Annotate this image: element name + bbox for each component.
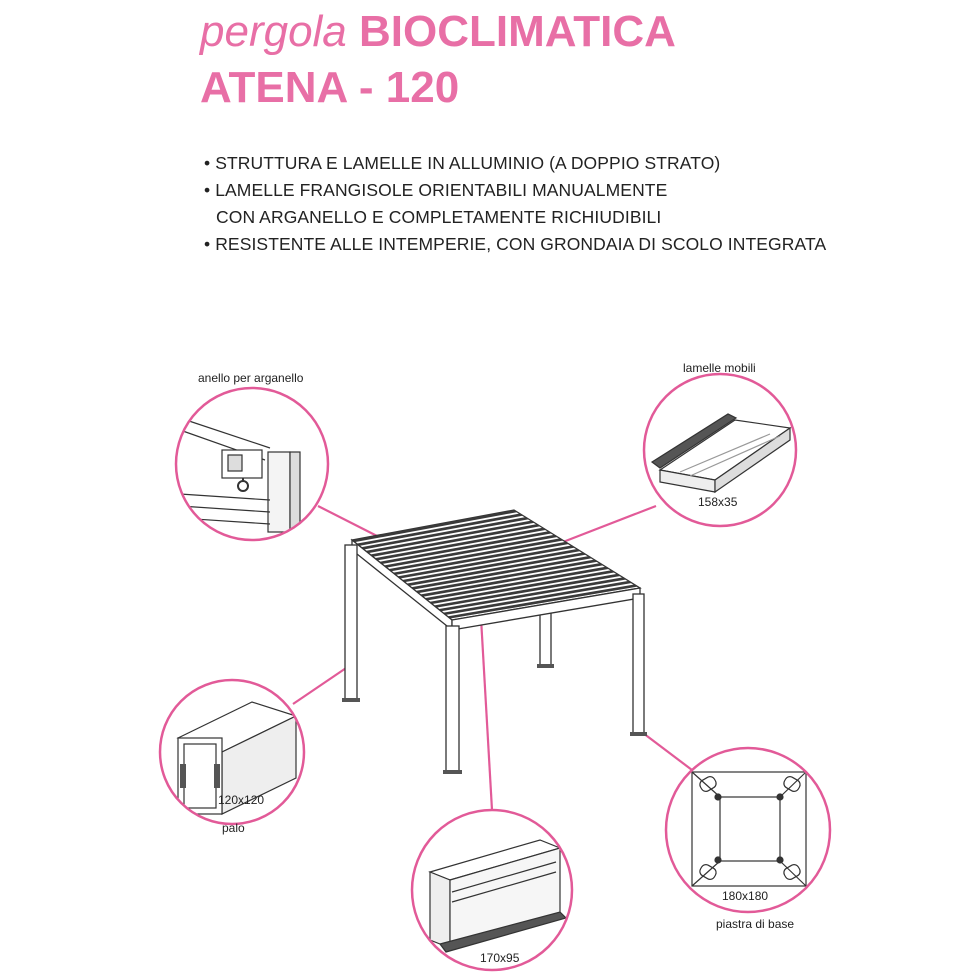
feature-item: • STRUTTURA E LAMELLE IN ALLUMINIO (A DOPPIO STRATO) (204, 153, 721, 173)
detail-beam (412, 810, 572, 970)
base-plate-label: piastra di base (716, 917, 795, 931)
connector-slats (563, 506, 656, 542)
connector-winch-ring (318, 506, 385, 540)
feature-item: • RESISTENTE ALLE INTEMPERIE, CON GRONDAIA DI SCOLO INTEGRATA (204, 234, 827, 254)
detail-post (160, 680, 304, 835)
base-plate-size: 180x180 (722, 889, 769, 903)
beam-size: 170x95 (480, 951, 520, 965)
post-front-middle (446, 626, 459, 772)
post-size: 120x120 (218, 793, 265, 807)
post-front-left (345, 545, 357, 700)
connector-base-plate (643, 733, 692, 770)
slats-size: 158x35 (698, 495, 738, 509)
title-italic: pergola (200, 7, 347, 56)
winch-ring-label: anello per arganello (198, 371, 304, 385)
detail-winch-ring (170, 371, 350, 540)
detail-slats (644, 361, 796, 526)
post-label: palo (222, 821, 245, 835)
post-right (633, 594, 644, 734)
detail-base-plate (666, 748, 830, 931)
pergola-drawing (342, 510, 647, 774)
feature-item: • LAMELLE FRANGISOLE ORIENTABILI MANUALMENTE (204, 180, 668, 200)
page-subtitle: ATENA - 120 (200, 63, 460, 112)
slats-label: lamelle mobili (683, 361, 756, 375)
title-bold: BIOCLIMATICA (359, 7, 676, 56)
feature-item-continuation: CON ARGANELLO E COMPLETAMENTE RICHIUDIBILI (216, 207, 662, 227)
connector-beam (481, 618, 492, 810)
